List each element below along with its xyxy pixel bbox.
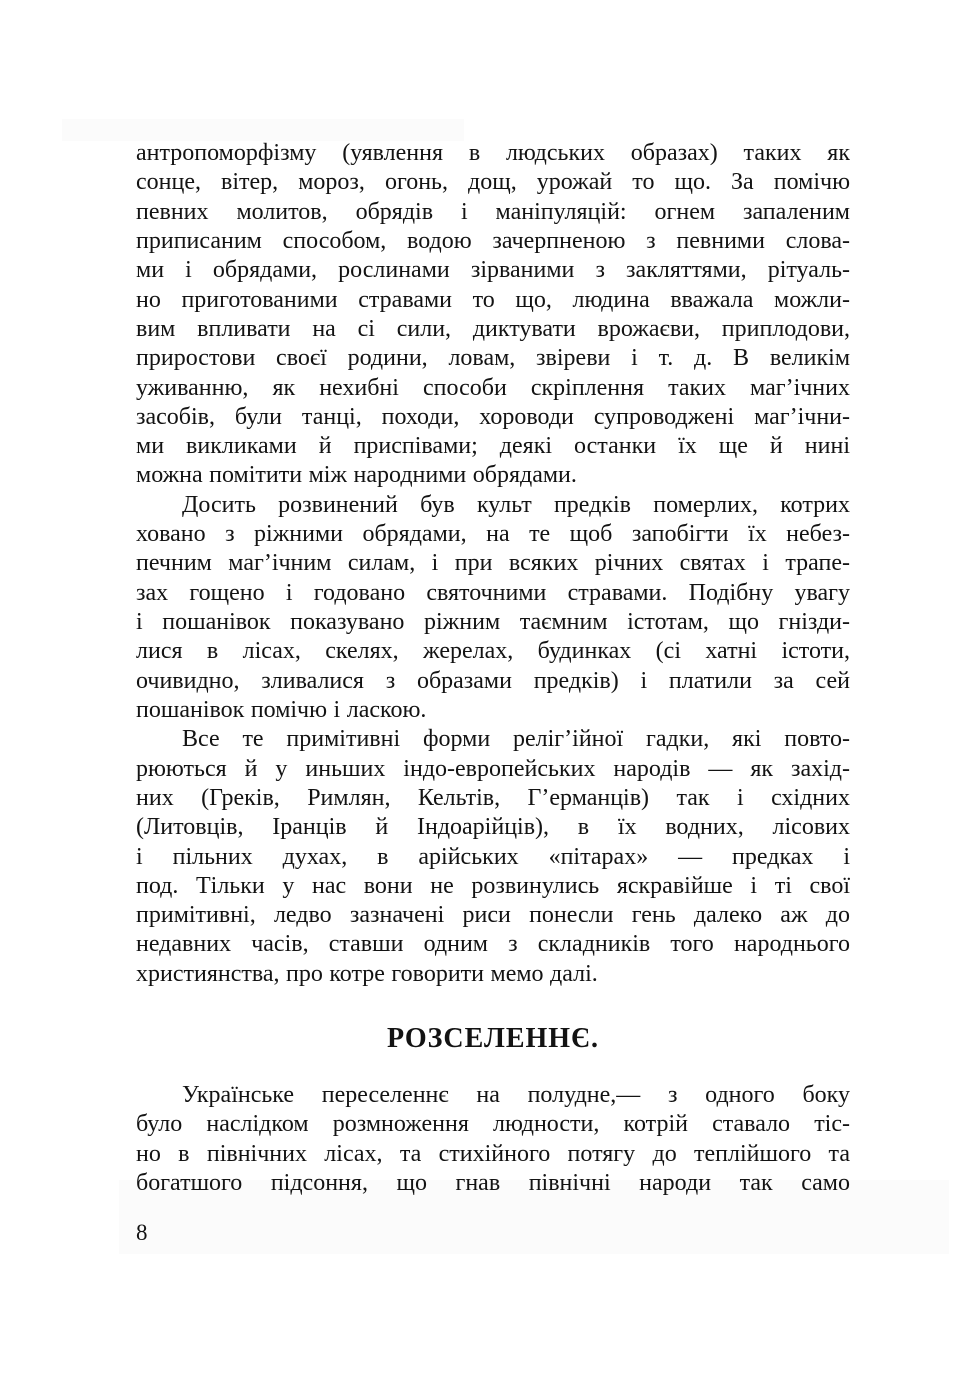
text-line: приростови своєї родини, ловам, звіреви і т. д. В великім (136, 345, 850, 372)
paragraph (136, 1081, 850, 1198)
text-line: засобів, були танці, походи, хороводи супроводжені маг’ічни- (136, 403, 850, 430)
text-line: певних молитов, обрядів і маніпуляцій: огнем запаленим (136, 198, 850, 225)
text-line: Досить розвинений був культ предків померлих, котрих (182, 491, 850, 518)
scan-shade-top (62, 119, 464, 141)
text-line: сонце, вітер, мороз, огонь, дощ, урожай то що. За помічю (136, 169, 850, 196)
text-line: антропоморфізму (уявлення в людських образах) таких як (136, 140, 850, 166)
text-line: християнства, про котре говорити мемо далі. (136, 960, 598, 987)
text-line: рюються й у иньших індо-европейських народів — як захід- (136, 755, 850, 782)
text-line: но приготованими стравами то що, людина вважала можли- (136, 286, 850, 313)
text-line: уживанню, як нехибні способи скріплення таких маг’ічних (136, 374, 850, 401)
text-line: примітивні, ледво зазначені риси понесли гень далеко аж до (136, 902, 850, 929)
text-line: ми викликами й приспівами; деякі останки їх ще й нині (136, 433, 850, 460)
page-number: 8 (136, 1220, 148, 1245)
page-text (136, 139, 850, 1198)
text-line: пошанівок помічю і ласкою. (136, 696, 427, 723)
text-line: вим впливати на сі сили, диктувати врожаєви, приплодови, (136, 315, 850, 342)
text-line: очивидно, зливалися з образами предків) і платили за сей (136, 667, 850, 694)
text-line: Українське переселеннє на полудне,— з одного боку (182, 1082, 850, 1109)
text-line: приписаним способом, водою зачерпненою з певними слова- (136, 227, 850, 254)
section-heading: РОЗСЕЛЕННЄ. (386, 1023, 600, 1055)
text-line: них (Греків, Римлян, Кельтів, Г’ерманців) так і східних (136, 784, 850, 811)
text-line: лися в лісах, скелях, жерелах, будинках (сі хатні істоти, (136, 638, 850, 665)
text-line: ховано з ріжними обрядами, на те щоб запобігти їх небез- (136, 521, 850, 548)
paragraph (136, 491, 850, 726)
text-line: Все те примітивні форми реліг’ійної гадки, які повто- (182, 726, 850, 753)
text-line: печним маг’ічним силам, і при всяких річних святах і трапе- (136, 550, 850, 577)
text-line: (Литовців, Іранців й Індоарійців), в їх водних, лісових (136, 814, 850, 841)
text-line: можна помітити між народними обрядами. (136, 462, 577, 489)
text-line: недавних часів, ставши одним з складників того народнього (136, 931, 850, 958)
text-line: зах гощено і годовано святочними стравами. Подібну увагу (136, 579, 850, 606)
text-line: но в північних лісах, та стихійного потягу до теплійшого та (136, 1140, 850, 1167)
text-line: і пошанівок показувано ріжним таємним істотам, що гнізди- (136, 609, 850, 635)
text-line: богатшого підсоння, що гнав північні народи так само (136, 1170, 850, 1196)
paragraph (136, 139, 850, 491)
text-line: под. Тільки у нас вони не розвинулись яскравійше і ті свої (136, 872, 850, 899)
text-line: було наслідком розмноження людности, котрій ставало тіс- (136, 1111, 850, 1138)
text-line: і пільних духах, в арійських «пітарах» — предках і (136, 843, 850, 870)
text-line: ми і обрядами, рослинами зірваними з закляттями, рітуаль- (136, 257, 850, 284)
paragraph (136, 725, 850, 989)
